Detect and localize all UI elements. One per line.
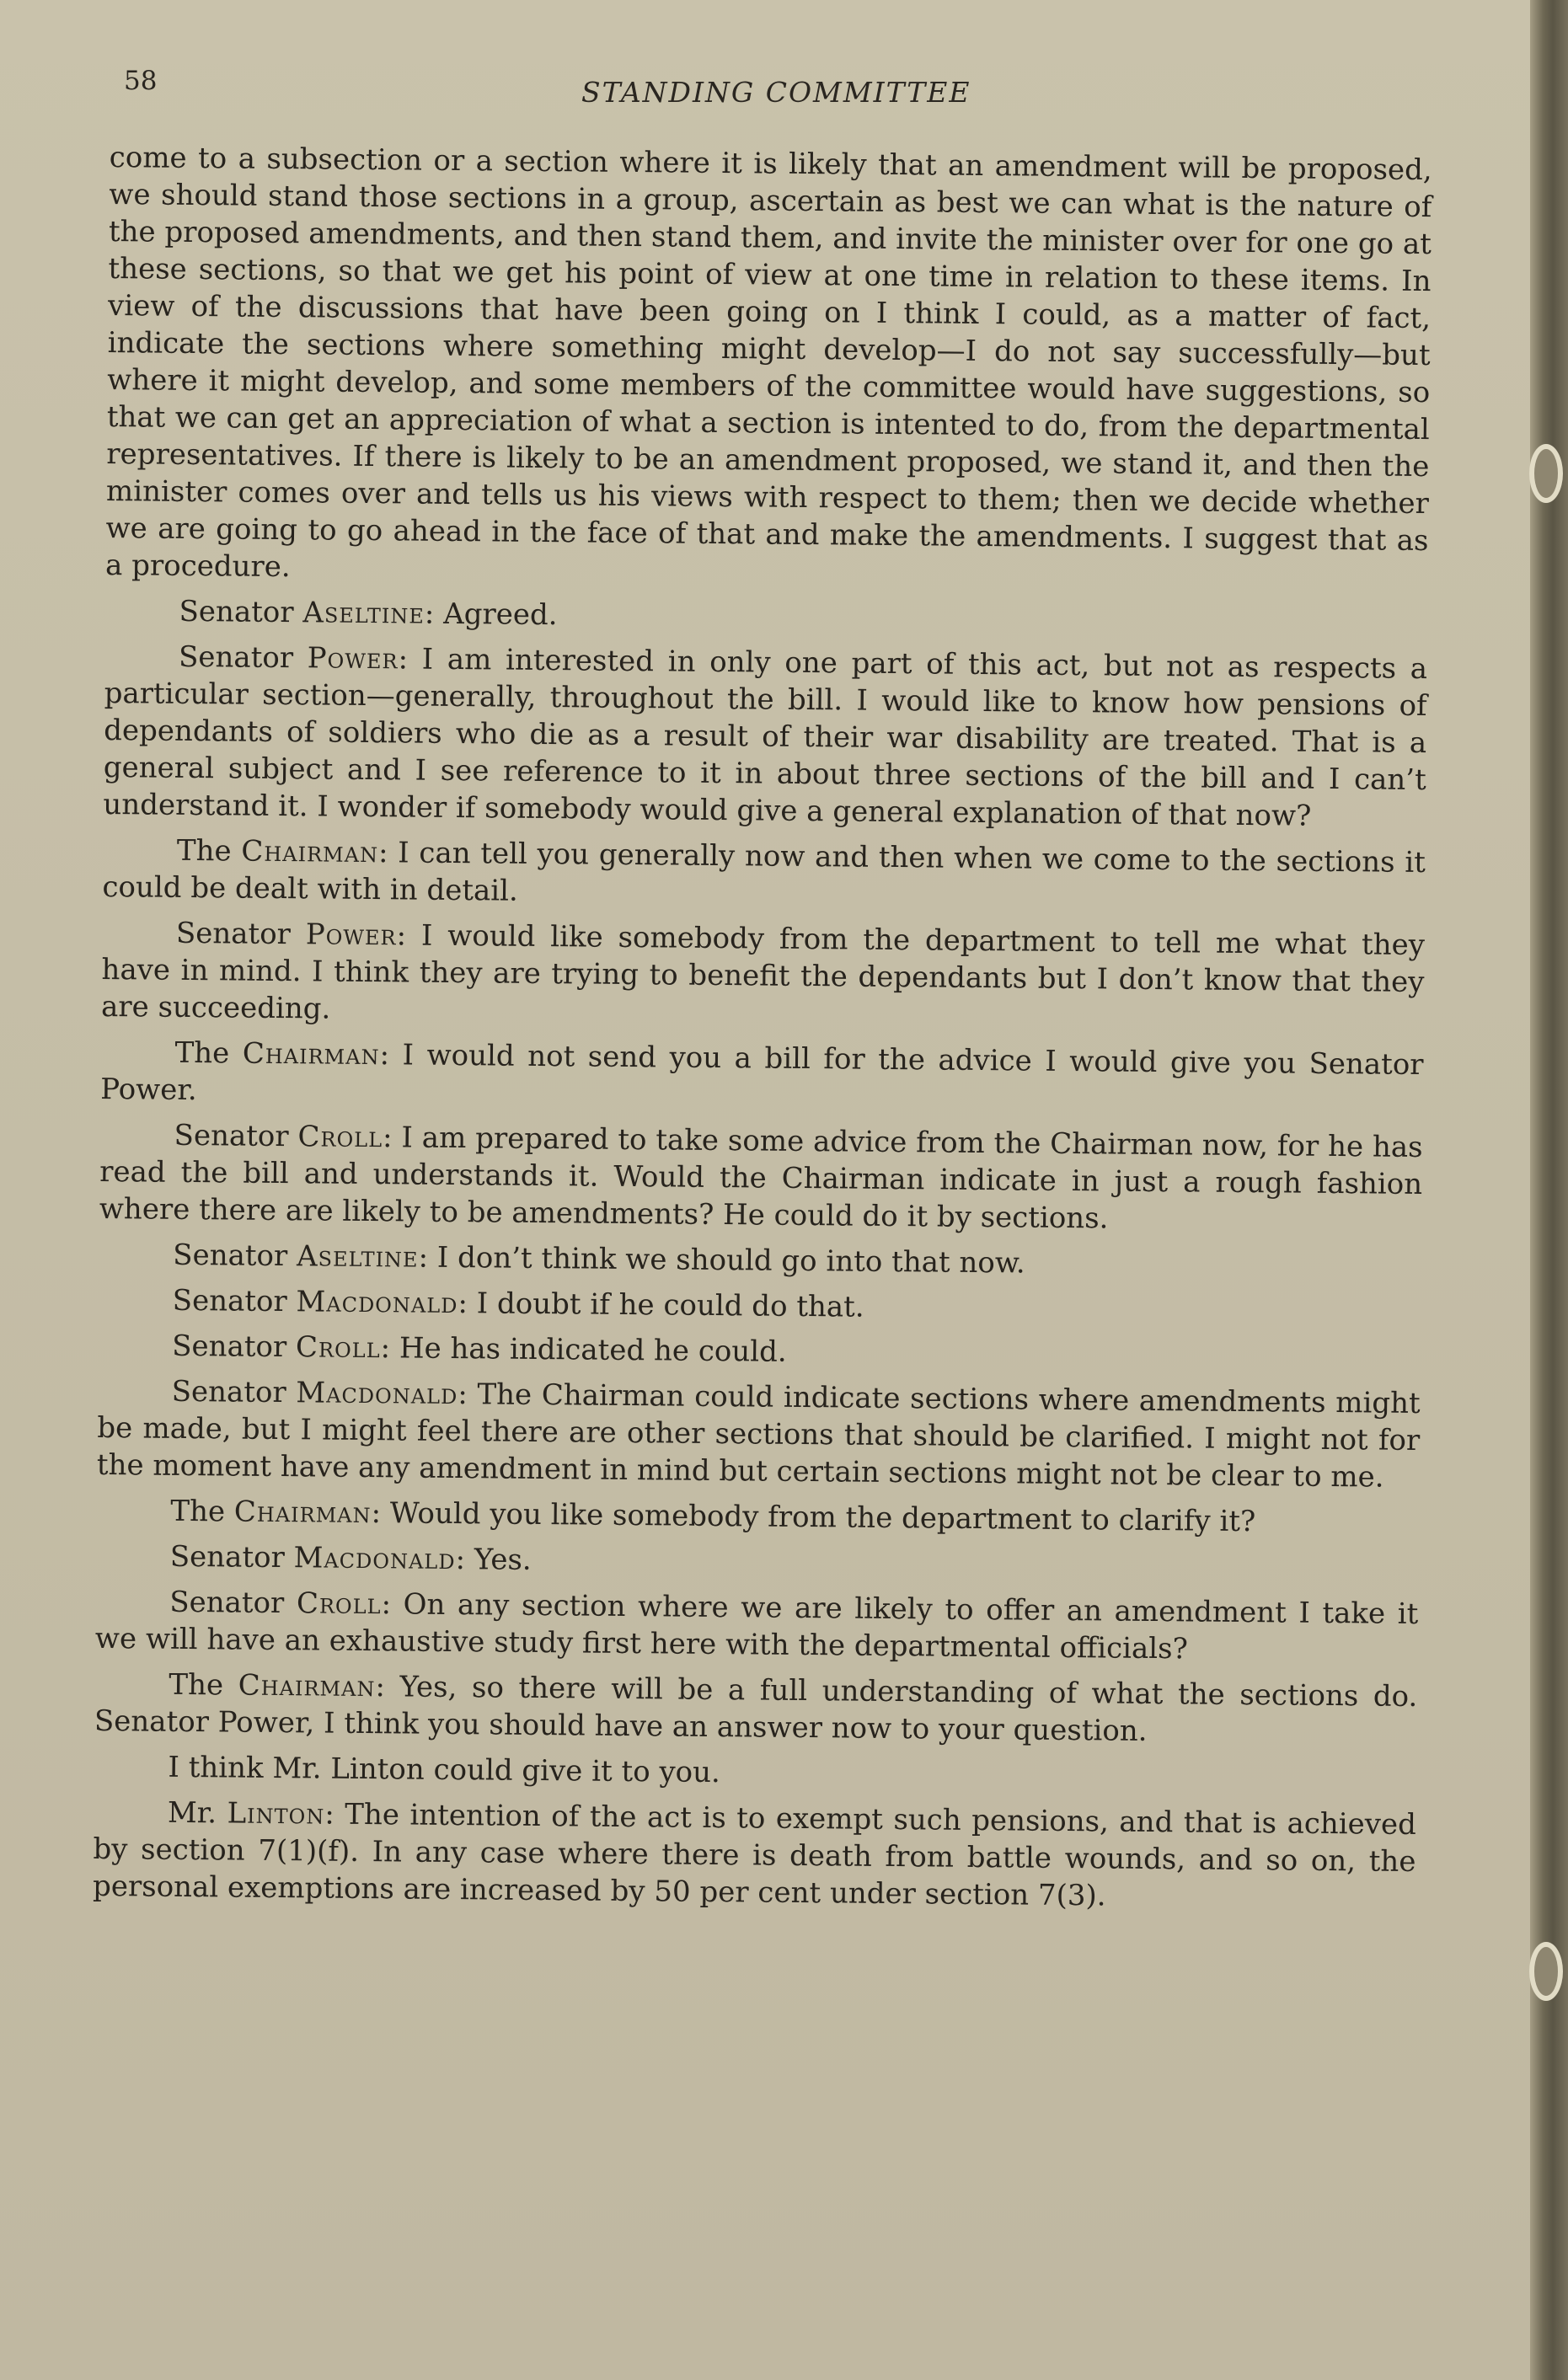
- speaker-title: Senator: [174, 1118, 289, 1154]
- paragraph: Mr. Linton: The intention of the act is to exempt such pensions, and that is achieved by section 7(1)(f). In any case where there is death from battle wounds, and so on, the personal exemptions are increased by 50 per cent under section 7(3).: [92, 1795, 1417, 1913]
- speaker-name: Aseltine: [296, 1239, 419, 1275]
- paragraph-text: I can tell you generally now and then when we come to the sections it could be dealt with in detail.: [102, 836, 1426, 908]
- speaker-title: Senator: [178, 639, 294, 676]
- paragraph-text: I am prepared to take some advice from the Chairman now, for he has read the bill and understands it. Would the Chairman indicate in just a rough fashion where there are likely to be amendments? He could do it by sections.: [99, 1120, 1423, 1236]
- paragraph: Senator Croll: I am prepared to take some advice from the Chairman now, for he has read the bill and understands it. Would the Chairman indicate in just a rough fashion where there are likely to be amendments? He could do it by sections.: [99, 1118, 1423, 1236]
- paragraph-text: On any section where we are likely to offer an amendment I take it we will have an exhaustive study first here with the departmental officials?: [94, 1587, 1419, 1666]
- speaker-title: Senator: [179, 594, 294, 630]
- speaker-name: Macdonald: [296, 1285, 458, 1321]
- speaker-title: Senator: [173, 1238, 288, 1274]
- speaker-title: The: [176, 833, 232, 869]
- running-head: STANDING COMMITTEE: [581, 76, 971, 109]
- paragraph: Senator Power: I am interested in only one part of this act, but not as respects a particular section—generally, throughout the bill. I would like to know how pensions of dependants of soldiers who die as a result of their war disability are treated. That is a general subject and I see reference to it in about three sections of the bill and I can’t understand it. I wonder if somebody would give a general explanation of that now?: [103, 639, 1428, 833]
- speaker-name: Macdonald: [296, 1376, 458, 1412]
- speaker-title: Senator: [169, 1539, 286, 1575]
- page-body: [93, 139, 1432, 1926]
- paragraph-text: Agreed.: [442, 596, 558, 633]
- speaker-title: Senator: [175, 916, 292, 952]
- paragraph-text: He has indicated he could.: [399, 1331, 787, 1369]
- speaker-name: Chairman: [233, 1495, 372, 1531]
- paragraph-text: The Chairman could indicate sections where amendments might be made, but I might feel there are other sections that should be clarified. I might not for the moment have any amendment in mind but certain sections might not be clear to me.: [96, 1377, 1421, 1495]
- paragraph: Senator Aseltine: Agreed.: [179, 594, 558, 633]
- paragraph: [105, 139, 1432, 596]
- paragraph-text: Yes, so there will be a full understanding of what the sections do. Senator Power, I think you should have an answer now to your question.: [94, 1670, 1418, 1748]
- speaker-title: Mr.: [167, 1795, 217, 1831]
- speaker-name: Chairman: [241, 834, 379, 870]
- paragraph: [94, 1748, 1416, 1798]
- speaker-name: Croll: [296, 1586, 382, 1622]
- paragraph-text: I would like somebody from the department to tell me what they have in mind. I think they are trying to benefit the dependants but I don’t know that they are succeeding.: [100, 918, 1426, 1026]
- paragraph-text: Would you like somebody from the department to clarify it?: [389, 1496, 1256, 1539]
- speaker-name: Linton: [227, 1796, 325, 1832]
- paragraph: Senator Aseltine: I don’t think we should go into that now.: [173, 1238, 1025, 1281]
- paragraph-text: come to a subsection or a section where it is likely that an amendment will be proposed, we should stand those sections in a group, ascertain as best we can what is the nature of the proposed amendments, and then stand them, and invite the minister over for one go at these sections, so that we get his point of view at one time in relation to these items. In view of the discussions that have been going on I think I could, as a matter of fact, indicate the sections where something might develop—I do not say successfully—but where it might develop, and some members of the committee would have suggestions, so that we can get an appreciation of what a section is intented to do, from the departmental representatives. If there is likely to be an amendment proposed, we stand it, and then the minister comes over and tells us his views with respect to them; then we decide whether we are going to go ahead in the face of that and make the amendments. I suggest that as a procedure.: [104, 140, 1432, 585]
- paragraph: Senator Croll: He has indicated he could.: [172, 1329, 787, 1369]
- speaker-name: Croll: [295, 1330, 381, 1366]
- speaker-title: The: [170, 1494, 226, 1529]
- paragraph: The Chairman: Would you like somebody from the department to clarify it?: [170, 1494, 1256, 1539]
- paragraph-text: I think Mr. Linton could give it to you.: [168, 1750, 721, 1790]
- paragraph: Senator Macdonald: I doubt if he could do that.: [172, 1283, 864, 1324]
- binder-ring: [1529, 444, 1563, 503]
- paragraph-text: I would not send you a bill for the advice I would give you Senator Power.: [99, 1038, 1424, 1108]
- paragraph-text: I am interested in only one part of this act, but not as respects a particular section—generally, throughout the bill. I would like to know how pensions of dependants of soldiers who die as a result of their war disability are treated. That is a general subject and I see reference to it in about three sections of the bill and I can’t understand it. I wonder if somebody would give a general explanation of that now?: [103, 642, 1428, 833]
- speaker-name: Power: [305, 917, 397, 953]
- paragraph-text: Yes.: [474, 1543, 532, 1577]
- paragraph: Senator Croll: On any section where we are likely to offer an amendment I take it we will have an exhaustive study first here with the departmental officials?: [94, 1585, 1419, 1666]
- speaker-name: Power: [307, 641, 399, 677]
- speaker-name: Chairman: [242, 1036, 380, 1072]
- paragraph: The Chairman: Yes, so there will be a full understanding of what the sections do. Senator Power, I think you should have an answer now to your question.: [94, 1667, 1418, 1748]
- paragraph: Senator Power: I would like somebody from the department to tell me what they have in mind. I think they are trying to benefit the dependants but I don’t know that they are succeeding.: [100, 916, 1426, 1026]
- paragraph-text: The intention of the act is to exempt such pensions, and that is achieved by section 7(1)(f). In any case where there is death from battle wounds, and so on, the personal exemptions are increased by 50 per cent under section 7(3).: [92, 1797, 1417, 1913]
- paragraph: Senator Macdonald: The Chairman could indicate sections where amendments might be made, but I might feel there are other sections that should be clarified. I might not for the moment have any amendment in mind but certain sections might not be clear to me.: [96, 1374, 1421, 1495]
- paragraph-text: I doubt if he could do that.: [476, 1286, 864, 1324]
- speaker-title: Senator: [172, 1283, 287, 1319]
- book-spine-edge: [1530, 0, 1568, 2380]
- speaker-title: Senator: [172, 1329, 287, 1365]
- speaker-name: Chairman: [238, 1668, 376, 1704]
- page-number: 58: [124, 66, 158, 96]
- paragraph: The Chairman: I would not send you a bill for the advice I would give you Senator Power.: [99, 1035, 1424, 1108]
- speaker-name: Croll: [297, 1120, 383, 1155]
- binder-ring: [1529, 1942, 1563, 2001]
- speaker-title: The: [169, 1667, 224, 1703]
- speaker-name: Aseltine: [302, 596, 425, 631]
- paragraph: Senator Macdonald: Yes.: [169, 1539, 532, 1577]
- speaker-title: The: [174, 1035, 230, 1071]
- paragraph-text: I don’t think we should go into that now.: [436, 1240, 1025, 1281]
- speaker-title: Senator: [169, 1585, 285, 1621]
- speaker-name: Macdonald: [293, 1541, 456, 1577]
- paragraph: The Chairman: I can tell you generally now and then when we come to the sections it could be dealt with in detail.: [102, 833, 1426, 908]
- speaker-title: Senator: [171, 1374, 286, 1410]
- page-header: [0, 66, 1542, 116]
